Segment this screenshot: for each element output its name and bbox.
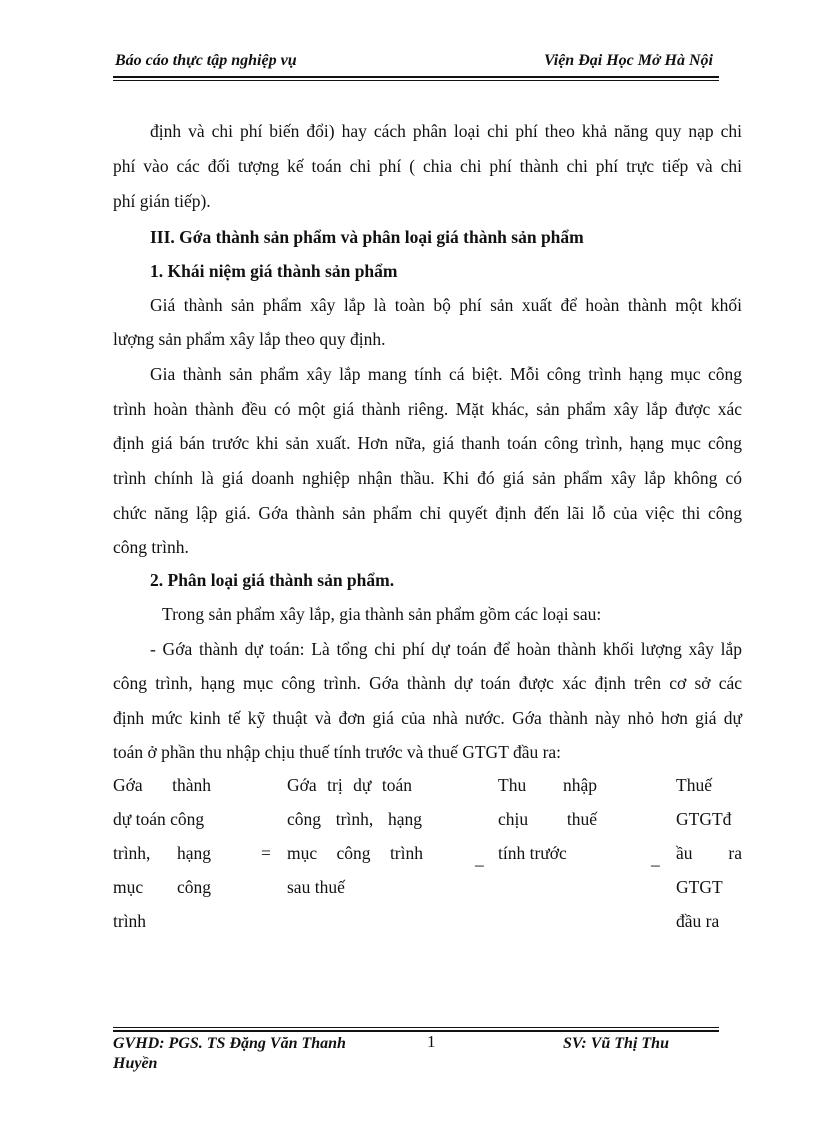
page-header: [113, 52, 719, 76]
paragraph-line: định mức kinh tế kỹ thuật và đơn giá của nhà nước. Gớa thành này nhỏ hơn giá dự: [113, 708, 742, 728]
formula-cell: dự toán công: [113, 809, 205, 829]
formula-cell: Gớa thành: [113, 775, 211, 795]
formula-cell: GTGTđ: [676, 809, 732, 829]
paragraph-line: trình chính là giá doanh nghiệp nhận thầu. Khi đó giá sản phẩm xây lắp không có: [113, 468, 742, 488]
header-rule: [113, 76, 719, 78]
footer-rule-thick: [113, 1030, 719, 1032]
paragraph-line: phí gián tiếp).: [113, 191, 211, 211]
paragraph-line: công trình, hạng mục công trình. Gớa thành dự toán được xác định trên cơ sở các: [113, 673, 742, 693]
minus-sign: _: [475, 848, 484, 868]
subsection-heading: 2. Phân loại giá thành sản phẩm.: [150, 570, 395, 590]
paragraph-line: Giá thành sản phẩm xây lắp là toàn bộ phí sản xuất để hoàn thành một khối: [150, 295, 742, 315]
footer-advisor: GVHD: PGS. TS Đặng Văn Thanh: [113, 1035, 346, 1052]
header-report-title: Báo cáo thực tập nghiệp vụ: [115, 52, 297, 69]
formula-cell: mục công: [113, 877, 211, 897]
formula-cell: ầu ra: [676, 843, 742, 863]
subsection-heading: 1. Khái niệm giá thành sản phẩm: [150, 261, 398, 281]
minus-sign: _: [651, 848, 660, 868]
formula-cell: công trình, hạng: [287, 809, 422, 829]
header-institution: Viện Đại Học Mở Hà Nội: [543, 52, 713, 69]
paragraph-line: chức năng lập giá. Gớa thành sản phẩm chỉ quyết định đến lãi lỗ của việc thi công: [113, 503, 742, 523]
formula-cell: chịu thuế: [498, 809, 597, 829]
paragraph-line: Gia thành sản phẩm xây lắp mang tính cá biệt. Mỗi công trình hạng mục công: [150, 364, 742, 384]
paragraph-line: định giá bán trước khi sản xuất. Hơn nữa, giá thanh toán công trình, hạng mục công: [113, 433, 742, 453]
paragraph-line: Trong sản phẩm xây lắp, gia thành sản phẩm gồm các loại sau:: [162, 604, 602, 624]
formula-cell: trình, hạng: [113, 843, 211, 863]
formula-cell: Thu nhập: [498, 775, 597, 795]
footer-rule: [113, 1027, 719, 1028]
paragraph-line: - Gớa thành dự toán: Là tổng chi phí dự toán để hoàn thành khối lượng xây lắp: [150, 639, 742, 659]
formula-cell: đầu ra: [676, 911, 720, 931]
footer-student: SV: Vũ Thị Thu: [563, 1035, 669, 1052]
paragraph-line: phí vào các đối tượng kế toán chi phí ( chia chi phí thành chi phí trực tiếp và chi: [113, 156, 742, 176]
header-rule-thin: [113, 80, 719, 81]
equals-sign: =: [261, 843, 271, 863]
formula-cell: Gớa trị dự toán: [287, 775, 412, 795]
formula-cell: sau thuế: [287, 877, 345, 897]
footer-advisor-continued: Huyền: [113, 1055, 158, 1072]
page-number: 1: [427, 1032, 436, 1051]
paragraph-line: công trình.: [113, 537, 189, 557]
formula-cell: Thuế: [676, 775, 712, 795]
formula-cell: tính trước: [498, 843, 567, 863]
paragraph-line: lượng sản phẩm xây lắp theo quy định.: [113, 329, 386, 349]
formula-cell: trình: [113, 911, 147, 931]
formula-cell: GTGT: [676, 877, 723, 897]
paragraph-line: trình hoàn thành đều có một giá thành riêng. Mặt khác, sản phẩm xây lắp được xác: [113, 399, 742, 419]
paragraph-line: toán ở phần thu nhập chịu thuế tính trước và thuế GTGT đầu ra:: [113, 742, 562, 762]
section-heading: III. Gớa thành sản phẩm và phân loại giá thành sản phẩm: [150, 227, 584, 247]
paragraph-line: định và chi phí biến đổi) hay cách phân loại chi phí theo khả năng quy nạp chi: [150, 121, 742, 141]
formula-cell: mục công trình: [287, 843, 423, 863]
